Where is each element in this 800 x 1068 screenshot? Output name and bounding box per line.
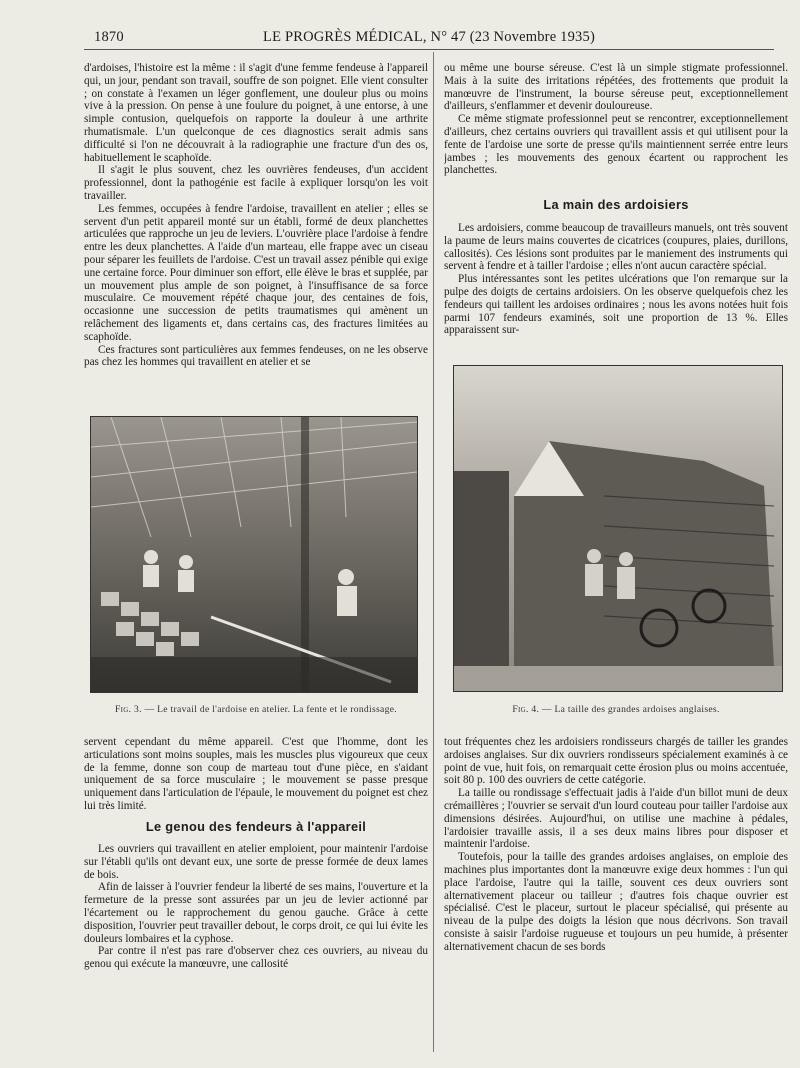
paragraph: Par contre il n'est pas rare d'observer chez ces ouvriers, au niveau du genou qui exécute la manœuvre, une callosité — [84, 945, 428, 971]
right-column-middle — [444, 222, 788, 350]
section-heading-knee: Le genou des fendeurs à l'appareil — [145, 819, 367, 834]
figure-4-slate-cutting-photo — [453, 365, 783, 692]
right-column-top — [444, 62, 788, 192]
paragraph: Ce même stigmate professionnel peut se rencontrer, exceptionnellement d'ailleurs, chez certains ouvriers qui travaillent assis et qui utilisent pour la fente de l'ardoise une sorte de presse qu'ils maintiennent serrée entre leurs jambes ; les mouvements des genoux écartent ou rapprochent les planchettes. — [444, 113, 788, 177]
paragraph: Toutefois, pour la taille des grandes ardoises anglaises, on emploie des machines plus importantes dont la manœuvre exige deux hommes : l'un qui place l'ardoise, l'autre qui la taille, souvent ces deux ouvriers sont alternativement placeur ou tailleur ; d'autres fois chaque ouvrier est spécialisé. C'est le placeur, surtout le placeur spécialisé, qui présente au niveau de la pulpe des doigts la lésion que nous décrivons. Son travail consiste à saisir l'ardoise rugueuse et toujours un peu humide, à présenter alternativement chacun de ses bords — [444, 851, 788, 953]
paragraph: servent cependant du même appareil. C'est que l'homme, dont les articulations sont moins souples, mais les muscles plus vigoureux que ceux de la femme, donne son coup de marteau tout d'une pièce, en s'aidant uniquement de sa force musculaire ; le mouvement se passe presque uniquement dans l'articulation de l'épaule, le mouvement du poignet est chez lui très limité. — [84, 736, 428, 812]
section-heading-hand: La main des ardoisiers — [543, 197, 689, 212]
figure-4-caption — [444, 704, 788, 715]
figure-3-workshop-photo — [90, 416, 418, 693]
page-number: 1870 — [94, 29, 124, 45]
paragraph: Afin de laisser à l'ouvrier fendeur la liberté de ses mains, l'ouverture et la fermeture de la presse sont assurées par un jeu de levier actionné par l'écartement ou le rapprochement du genou gauche. Grâce à cette disposition, l'ouvrier peut travailler debout, le corps droit, ce qui lui évite les douleurs lombaires et la cyphose. — [84, 881, 428, 945]
column-divider — [433, 52, 434, 1052]
journal-title: LE PROGRÈS MÉDICAL, N° 47 (23 Novembre 1935) — [263, 29, 595, 45]
paragraph: d'ardoises, l'histoire est la même : il s'agit d'une femme fendeuse à l'appareil qui, un jour, pendant son travail, souffre de son poignet. Elle vient consulter ; on constate à l'examen un léger gonflement, une douleur plus ou moins vive à la pression. On pense à une foulure du poignet, à une entorse, à une simple contusion, quelquefois on rapporte la douleur à une arthrite rhumatismale. L'un quelconque de ces diagnostics serait admis sans difficulté si l'on ne découvrait à la radiographie une fracture d'un des os, habituellement le scaphoïde. — [84, 62, 428, 164]
paragraph: Ces fractures sont particulières aux femmes fendeuses, on ne les observe pas chez les hommes qui travaillent en atelier et se — [84, 343, 428, 369]
section-knee-heading-block — [84, 815, 428, 841]
right-column-bottom — [444, 736, 788, 1048]
paragraph: La taille ou rondissage s'effectuait jadis à l'aide d'un billot muni de deux crémaillères ; l'ouvrier se servait d'un lourd couteau pour tailler l'ardoise aux dimensions désirées. Aujourd'hui, on utilise une machine à pédales, l'ardoisier travaille assis, il a ses deux mains libres pour disposer et maintenir l'ardoise. — [444, 787, 788, 851]
left-column-bottom-b — [84, 843, 428, 1048]
paragraph: tout fréquentes chez les ardoisiers rondisseurs chargés de tailler les grandes ardoises anglaises. Sur dix ouvriers rondisseurs spécialement examinés à ce point de vue, huit fois, on remarquait cette érosion plus ou moins accentuée, soit 80 p. 100 des ouvriers de cette catégorie. — [444, 736, 788, 787]
figure-3-caption-text: — Le travail de l'ardoise en atelier. La fente et le rondissage. — [144, 704, 397, 715]
left-column-bottom-a — [84, 736, 428, 813]
figure-4-label: Fig. 4. — [512, 704, 540, 715]
left-column-top — [84, 62, 428, 408]
paragraph: Il s'agit le plus souvent, chez les ouvrières fendeuses, d'un accident professionnel, dont la pathogénie est facile à expliquer lorsqu'on les voit travailler. — [84, 164, 428, 202]
figure-3-caption — [84, 704, 428, 715]
paragraph: ou même une bourse séreuse. C'est là un simple stigmate professionnel. Mais à la suite des irritations répétées, des frottements que produit la manœuvre de l'instrument, la bourse séreuse peut, exceptionnellement d'ailleurs, s'enflammer et devenir douloureuse. — [444, 62, 788, 113]
figure-4-caption-text: — La taille des grandes ardoises anglaises. — [541, 704, 720, 715]
running-header — [84, 25, 774, 50]
paragraph: Les ardoisiers, comme beaucoup de travailleurs manuels, ont très souvent la paume de leurs mains couvertes de cicatrices (coupures, plaies, durillons, callosités). Ces lésions sont produites par le maniement des instruments qui servent à fendre et à tailler l'ardoise ; elles n'ont aucun caractère spécial. — [444, 222, 788, 273]
paragraph: Les ouvriers qui travaillent en atelier emploient, pour maintenir l'ardoise sur l'établi qu'ils ont devant eux, une sorte de presse formée de deux lames de bois. — [84, 843, 428, 881]
paragraph: Les femmes, occupées à fendre l'ardoise, travaillent en atelier ; elles se servent d'un petit appareil monté sur un établi, formé de deux planchettes articulées que rapproche un jeu de leviers. L'ouvrière place l'ardoise à fendre entre les deux planchettes. A l'aide d'un marteau, elle frappe avec un ciseau pour séparer les feuillets de l'ardoise. C'est un travail assez pénible qui exige une certaine force. Pour diminuer son effort, elle élève le bras et supplée, par un mouvement plus ample de son poignet, à l'insuffisance de sa force musculaire. Ce mouvement répété chaque jour, des centaines de fois, occasionne une succession de petits traumatismes qui amènent un relâchement des ligaments et, dans certains cas, des fractures limitées au scaphoïde. — [84, 202, 428, 343]
figure-3-label: Fig. 3. — [115, 704, 142, 715]
paragraph: Plus intéressantes sont les petites ulcérations que l'on remarque sur la pulpe des doigts de certains ardoisiers. On les observe quelquefois chez les fendeurs qui taillent les ardoises ordinaires ; nous les avons notées huit fois parmi 107 fendeurs examinés, soit une proportion de 13 %. Elles apparaissent sur- — [444, 273, 788, 337]
section-main-heading-block — [444, 193, 788, 219]
